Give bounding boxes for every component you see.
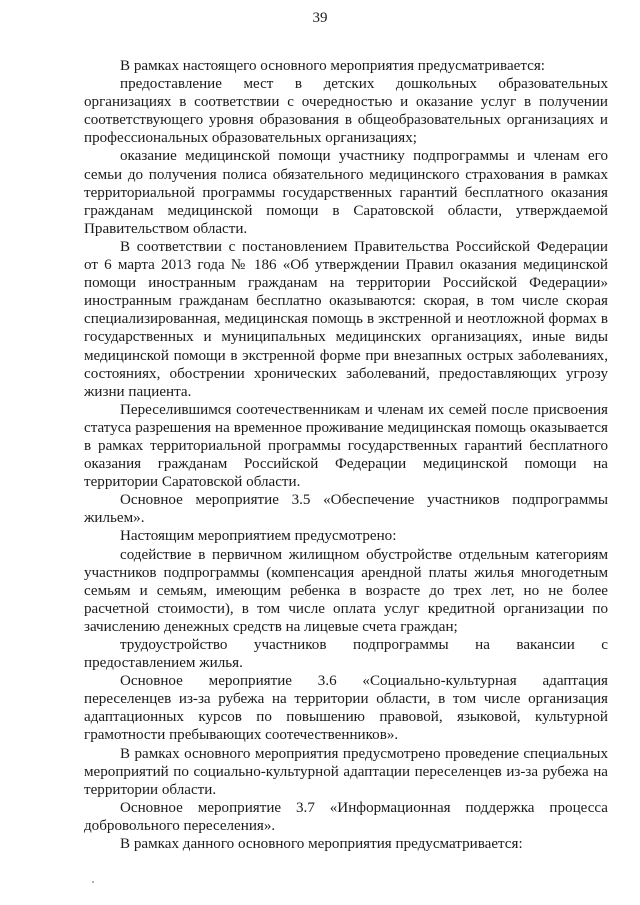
paragraph: В рамках настоящего основного мероприятия предусматривается: [120, 58, 545, 74]
paragraph: Основное мероприятие 3.5 «Обеспечение участников подпрограммы жильем». [84, 492, 608, 527]
paragraph: В рамках данного основного мероприятия предусматривается: [120, 836, 523, 853]
paragraph: В соответствии с постановлением Правительства Российской Федерации от 6 марта 2013 года № 186 «Об утверждении Правил оказания медицинской помощи иностранным гражданам на территории Российской Федерации» иностранным гражданам бесплатно оказываются: скорая, в том числе скорая специализированная, медицинская помощь в экстренной и неотложной формах в государственных и муниципальных медицинских организациях, иные виды медицинской помощи в экстренной форме при внезапных острых заболеваниях, состояниях, обострении хронических заболеваний, предоставляющих угрозу жизни пациента. [84, 238, 608, 400]
paragraph: Настоящим мероприятием предусмотрено: [120, 528, 397, 545]
paragraph: трудоустройство участников подпрограммы на вакансии с предоставлением жилья. [84, 637, 608, 672]
page-number: 39 [312, 10, 328, 26]
paragraph: предоставление мест в детских дошкольных образовательных организациях в соответствии с очередностью и оказание услуг в получении соответствующего уровня образования в общеобразовательных организациях и профессиональных образовательных организациях; [84, 76, 608, 147]
document-body [84, 57, 608, 853]
paragraph: Основное мероприятие 3.7 «Информационная поддержка процесса добровольного переселения». [84, 799, 608, 834]
paragraph: Основное мероприятие 3.6 «Социально-культурная адаптация переселенцев из-за рубежа на территории области, в том числе организация адаптационных курсов по повышению правовой, языковой, культурной грамотности пребывающих соотечественников». [84, 673, 608, 744]
paragraph: Переселившимся соотечественникам и членам их семей после присвоения статуса разрешения на временное проживание медицинская помощь оказывается в рамках территориальной программы государственных гарантий бесплатного оказания гражданам Российской Федерации медицинской помощи на территории Саратовской области. [84, 401, 608, 491]
paragraph: В рамках основного мероприятия предусмотрено проведение специальных мероприятий по социально-культурной адаптации переселенцев из-за рубежа на территории области. [84, 745, 608, 798]
paragraph: содействие в первичном жилищном обустройстве отдельным категориям участников подпрограммы (компенсация арендной платы жилья многодетным семьям и семьям, имеющим ребенка в возрасте до трех лет, но не более расчетной стоимости), в том числе оплата услуг кредитной организации по зачислению денежных средств на лицевые счета граждан; [84, 546, 608, 635]
paragraph: оказание медицинской помощи участнику подпрограммы и членам его семьи до получения полиса обязательного медицинского страхования в рамках территориальной программы государственных гарантий бесплатного оказания гражданам медицинской помощи в Саратовской области, утверждаемой Правительством области. [84, 148, 608, 237]
scan-speck [92, 881, 94, 883]
